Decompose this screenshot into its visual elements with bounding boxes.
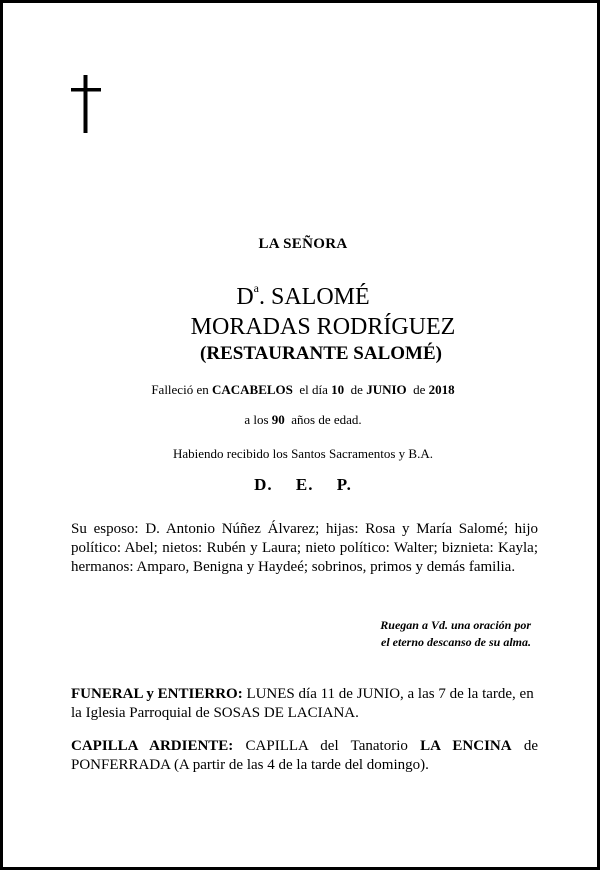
deceased-surnames: MORADAS RODRÍGUEZ xyxy=(190,314,456,340)
age-text: a los xyxy=(244,412,272,427)
deceased-alias: (RESTAURANTE SALOMÉ) xyxy=(200,343,442,364)
sacraments-line: Habiendo recibido los Santos Sacramentos y B.A. xyxy=(173,446,433,461)
chapel-details xyxy=(71,737,538,775)
prayer-line: el eterno descanso de su alma. xyxy=(381,635,531,649)
prayer-request xyxy=(380,617,531,651)
chapel-label: CAPILLA ARDIENTE: xyxy=(71,738,234,754)
death-place: CACABELOS xyxy=(211,382,293,397)
first-name: . SALOMÉ xyxy=(259,284,370,310)
name-prefix: D xyxy=(236,284,254,310)
death-month: JUNIO xyxy=(366,382,407,397)
funeral-text: LUNES día 11 de JUNIO, a las 7 de la tarde, en la Iglesia Parroquial de SOSAS DE LACIANA. xyxy=(71,686,534,721)
age-value: 90 xyxy=(271,412,285,427)
funeral-details xyxy=(71,685,538,723)
death-text: de xyxy=(344,382,367,397)
death-year: 2018 xyxy=(428,382,455,397)
deceased-name-line1 xyxy=(3,281,600,311)
death-text: Falleció en xyxy=(151,382,212,397)
chapel-text: CAPILLA del Tanatorio xyxy=(233,738,421,754)
death-text: de xyxy=(406,382,429,397)
cross-icon xyxy=(71,75,101,133)
death-text: el día xyxy=(292,382,332,397)
chapel-venue: LA ENCINA xyxy=(420,738,512,754)
honorific: LA SEÑORA xyxy=(258,236,348,252)
death-notice xyxy=(3,382,600,398)
age-text: años de edad. xyxy=(284,412,362,427)
chapel-text: de PONFERRADA (A partir de las 4 de la tarde del domingo). xyxy=(71,738,538,773)
death-day: 10 xyxy=(331,382,345,397)
funeral-label: FUNERAL y ENTIERRO: xyxy=(71,686,243,702)
age-line xyxy=(3,412,600,428)
family-paragraph: Su esposo: D. Antonio Núñez Álvarez; hijas: Rosa y María Salomé; hijo político: Abel; nietos: Rubén y Laura; nieto político: Walter; biznieta: Kayla; hermanos: Amparo, Benigna y Haydeé; sobrinos, primos y demás familia. xyxy=(71,521,538,575)
rip-abbreviation: D. E. P. xyxy=(254,475,352,494)
name-prefix-superscript: a xyxy=(253,281,259,295)
prayer-line: Ruegan a Vd. una oración por xyxy=(380,618,531,632)
